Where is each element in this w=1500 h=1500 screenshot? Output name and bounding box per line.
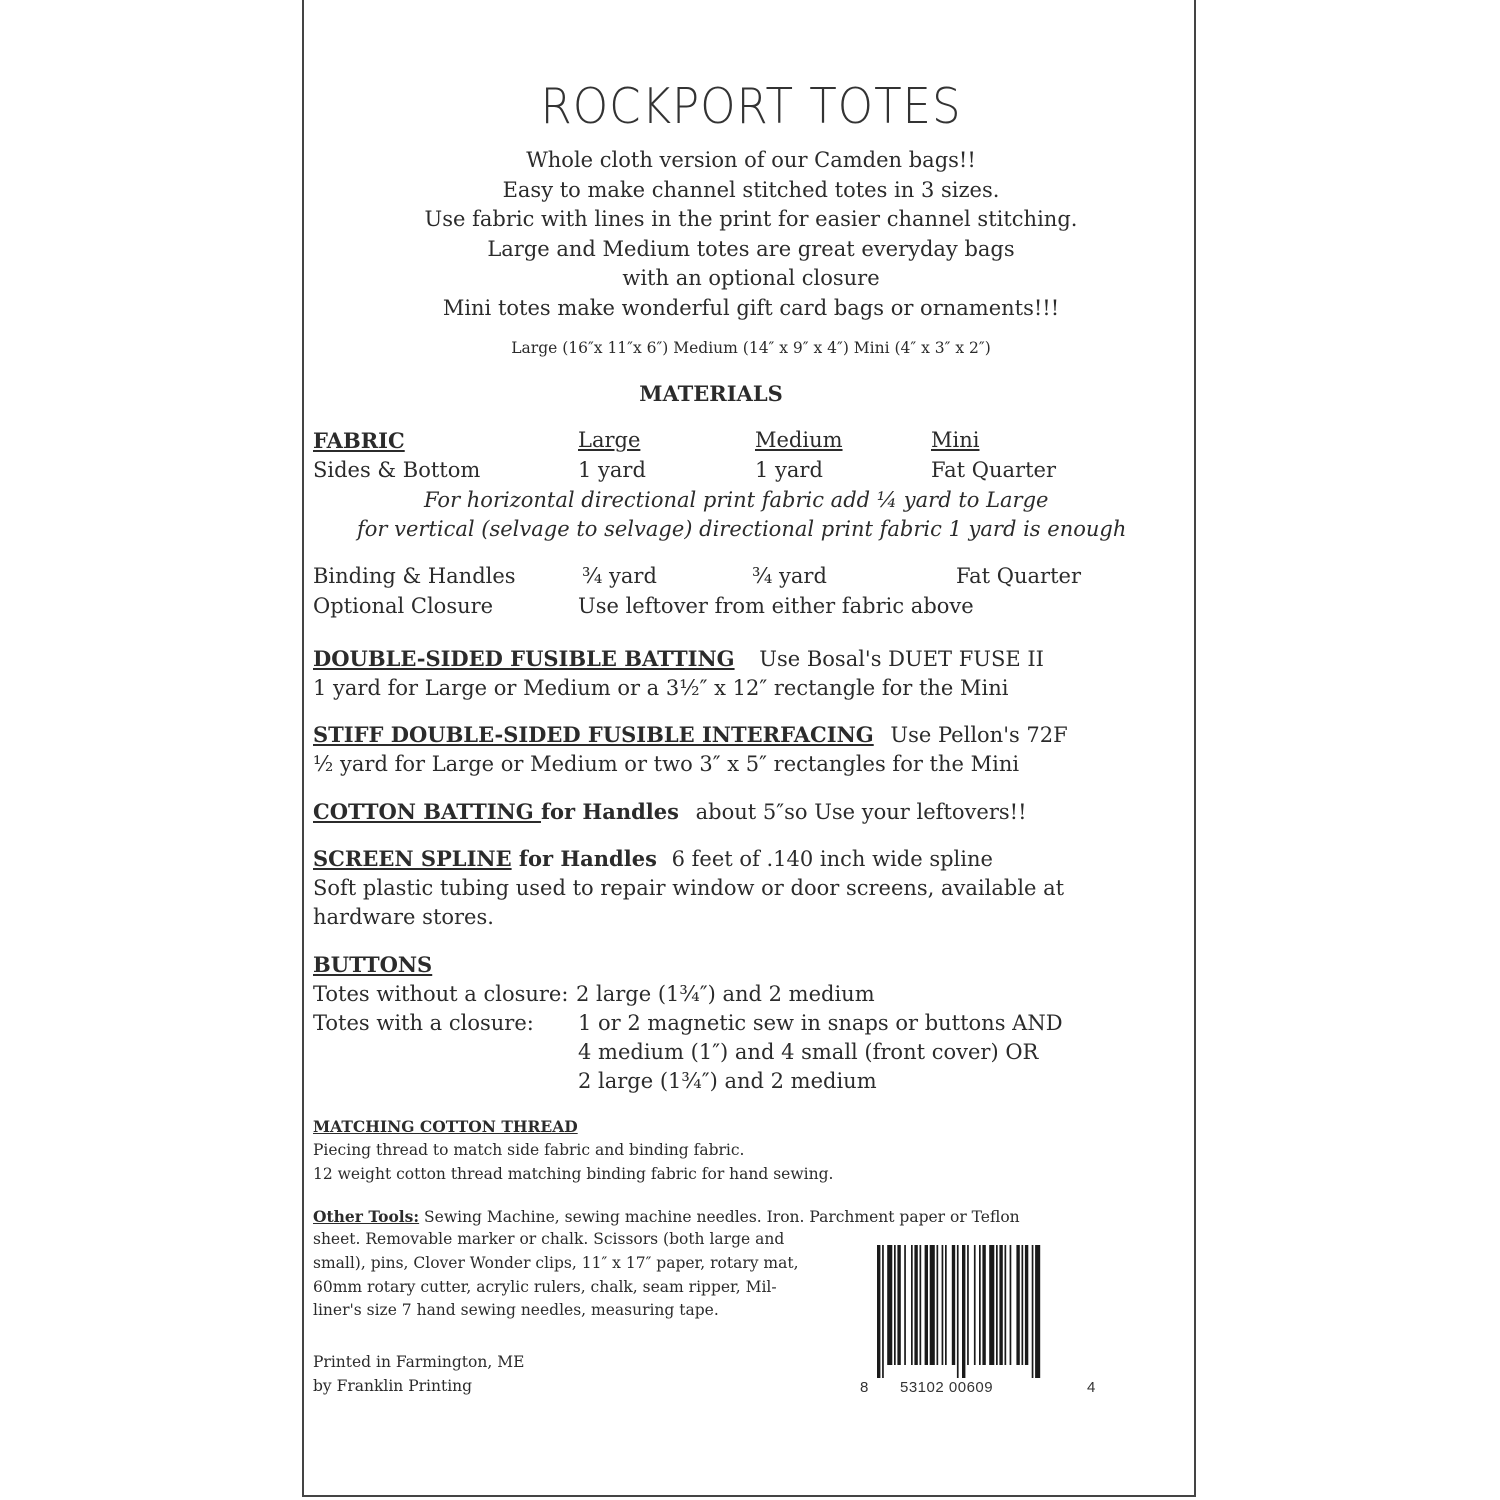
- barcode-bar: [911, 1245, 913, 1365]
- tools-first-line: [313, 1207, 1020, 1226]
- thread-line: Piecing thread to match side fabric and binding fabric.: [313, 1141, 745, 1159]
- closure-value: Use leftover from either fabric above: [578, 594, 974, 618]
- barcode-bar: [979, 1245, 981, 1365]
- page-title: ROCKPORT TOTES: [540, 78, 962, 135]
- cotton-batting-heading: COTTON BATTING: [313, 799, 541, 824]
- intro-line: Easy to make channel stitched totes in 3 sizes.: [502, 177, 1000, 202]
- barcode-digits: 53102 00609: [900, 1379, 994, 1396]
- buttons-heading: BUTTONS: [313, 952, 433, 977]
- barcode-bar: [1035, 1245, 1040, 1378]
- batting-product: Use Bosal's DUET FUSE II: [759, 647, 1044, 671]
- spline-line: hardware stores.: [313, 905, 494, 929]
- cotton-batting-section: [313, 799, 1027, 824]
- intro-text: [304, 146, 1198, 323]
- mini-header: Mini: [931, 428, 980, 452]
- barcode-bar: [1032, 1245, 1034, 1378]
- binding-medium: ¾ yard: [752, 564, 827, 588]
- barcode-right-digit: 4: [1087, 1379, 1096, 1396]
- barcode-bar: [925, 1245, 928, 1365]
- sides-bottom-label: Sides & Bottom: [313, 458, 481, 482]
- barcode-bar: [897, 1245, 900, 1365]
- barcode-bar: [962, 1245, 965, 1378]
- barcode-bar: [1010, 1245, 1012, 1365]
- interfacing-product: Use Pellon's 72F: [890, 723, 1068, 747]
- thread-heading: MATCHING COTTON THREAD: [313, 1117, 578, 1136]
- barcode-bar: [920, 1245, 922, 1365]
- barcode-bar: [1025, 1245, 1028, 1365]
- barcode-bar: [904, 1245, 906, 1365]
- barcode-bar: [989, 1245, 994, 1365]
- fabric-note: For horizontal directional print fabric add ¼ yard to Large: [424, 488, 1049, 512]
- barcode-bar: [967, 1245, 969, 1365]
- barcode-bar: [945, 1245, 947, 1365]
- intro-line: Large and Medium totes are great everyday bags: [487, 236, 1015, 261]
- batting-heading: DOUBLE-SIDED FUSIBLE BATTING: [313, 646, 735, 671]
- barcode-bar: [877, 1245, 880, 1378]
- interfacing-detail: ½ yard for Large or Medium or two 3″ x 5″ rectangles for the Mini: [313, 752, 1020, 776]
- barcode-bar: [952, 1245, 955, 1365]
- barcode-bar: [1016, 1245, 1019, 1365]
- buttons-without-label: Totes without a closure:: [313, 982, 569, 1006]
- intro-line: Whole cloth version of our Camden bags!!: [526, 148, 976, 172]
- barcode-icon: [877, 1245, 1085, 1378]
- tools-line: 60mm rotary cutter, acrylic rulers, chalk, seam ripper, Mil-: [313, 1278, 777, 1296]
- barcode-bar: [974, 1245, 976, 1365]
- barcode-bar: [957, 1245, 959, 1378]
- printed-location: Printed in Farmington, ME: [313, 1353, 525, 1371]
- fabric-header: FABRIC: [313, 428, 405, 453]
- spline-line: Soft plastic tubing used to repair window or door screens, available at: [313, 876, 1065, 900]
- barcode-bar: [887, 1245, 892, 1365]
- buttons-without-value: 2 large (1¾″) and 2 medium: [576, 982, 875, 1006]
- barcode-bar: [982, 1245, 985, 1365]
- tools-line: small), pins, Clover Wonder clips, 11″ x 17″ paper, rotary mat,: [313, 1254, 799, 1272]
- fabric-note: for vertical (selvage to selvage) directional print fabric 1 yard is enough: [357, 517, 1127, 541]
- batting-detail: 1 yard for Large or Medium or a 3½″ x 12″ rectangle for the Mini: [313, 676, 1009, 700]
- sides-bottom-medium: 1 yard: [755, 458, 823, 482]
- sides-bottom-large: 1 yard: [578, 458, 646, 482]
- pattern-back-cover: [302, 0, 1196, 1497]
- barcode-bar: [999, 1245, 1002, 1365]
- batting-section: [313, 646, 1044, 671]
- materials-heading: MATERIALS: [639, 381, 783, 406]
- cotton-batting-suffix: for Handles: [540, 799, 679, 824]
- binding-mini: Fat Quarter: [956, 564, 1081, 588]
- barcode-bar: [942, 1245, 944, 1365]
- spline-detail: 6 feet of .140 inch wide spline: [671, 847, 993, 871]
- spline-section: [313, 846, 993, 871]
- interfacing-section: [313, 722, 1068, 747]
- tools-line: sheet. Removable marker or chalk. Scissors (both large and: [313, 1230, 785, 1248]
- barcode-bar: [930, 1245, 935, 1365]
- cotton-batting-detail: about 5″so Use your leftovers!!: [695, 800, 1027, 824]
- binding-large: ¾ yard: [582, 564, 657, 588]
- buttons-with-value: 4 medium (1″) and 4 small (front cover) OR: [578, 1040, 1039, 1064]
- closure-label: Optional Closure: [313, 594, 494, 618]
- spline-suffix: for Handles: [511, 846, 657, 871]
- intro-line: Use fabric with lines in the print for easier channel stitching.: [424, 207, 1078, 231]
- tools-line: liner's size 7 hand sewing needles, measuring tape.: [313, 1301, 719, 1319]
- barcode-left-digit: 8: [860, 1379, 869, 1396]
- medium-header: Medium: [755, 428, 843, 452]
- buttons-with-value: 2 large (1¾″) and 2 medium: [578, 1069, 877, 1093]
- intro-line: with an optional closure: [622, 266, 880, 290]
- intro-line: Mini totes make wonderful gift card bags or ornaments!!!: [442, 295, 1060, 320]
- tools-heading: Other Tools:: [313, 1207, 420, 1226]
- spline-heading: SCREEN SPLINE: [313, 846, 512, 871]
- sides-bottom-mini: Fat Quarter: [931, 458, 1056, 482]
- printed-by: by Franklin Printing: [313, 1377, 473, 1395]
- buttons-with-value: 1 or 2 magnetic sew in snaps or buttons AND: [578, 1011, 1063, 1035]
- barcode-bar: [1005, 1245, 1007, 1365]
- barcode-bar: [937, 1245, 939, 1365]
- barcode-bar: [996, 1245, 998, 1365]
- buttons-with-label: Totes with a closure:: [313, 1011, 534, 1035]
- binding-label: Binding & Handles: [313, 564, 516, 588]
- large-header: Large: [578, 428, 641, 452]
- tools-text: Sewing Machine, sewing machine needles. Iron. Parchment paper or Teflon: [419, 1208, 1020, 1226]
- barcode-bar: [1022, 1245, 1024, 1365]
- barcode-bar: [882, 1245, 884, 1378]
- size-list: Large (16″x 11″x 6″) Medium (14″ x 9″ x 4″) Mini (4″ x 3″ x 2″): [511, 339, 991, 357]
- thread-line: 12 weight cotton thread matching binding fabric for hand sewing.: [313, 1165, 834, 1183]
- interfacing-heading: STIFF DOUBLE-SIDED FUSIBLE INTERFACING: [313, 722, 874, 747]
- barcode-bar: [894, 1245, 896, 1365]
- barcode-bar: [914, 1245, 917, 1365]
